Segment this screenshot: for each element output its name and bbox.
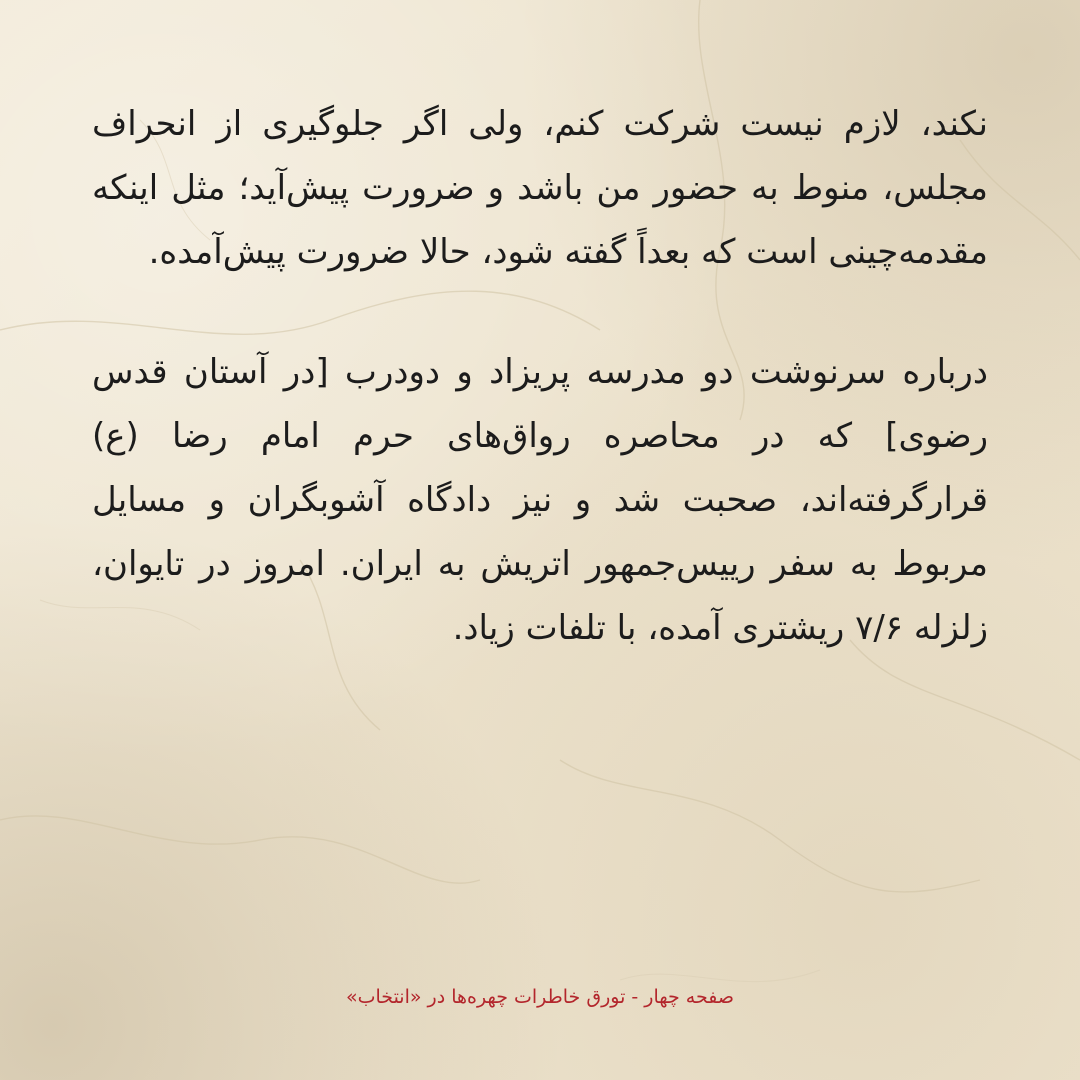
memoir-page [92, 92, 988, 660]
paragraph-1: نکند، لازم نیست شرکت کنم، ولی اگر جلوگیری از انحراف مجلس، منوط به حضور من باشد و ضرورت پیش‌آید؛ مثل اینکه مقدمه‌چینی است که بعداً گفته شود، حالا ضرورت پیش‌آمده. [92, 104, 988, 272]
page-footer: صفحه چهار - تورق خاطرات چهره‌ها در «انتخاب» [346, 986, 734, 1008]
paragraph-2: درباره سرنوشت دو مدرسه پریزاد و دودرب [در آستان قدس رضوی] که در محاصره رواق‌های حرم امام رضا (ع) قرارگرفته‌اند، صحبت شد و نیز دادگاه آشوبگران و مسایل مربوط به سفر رییس‌جمهور اتریش به ایران. امروز در تایوان، زلزله ۷/۶ ریشتری آمده، با تلفات زیاد. [92, 352, 988, 648]
